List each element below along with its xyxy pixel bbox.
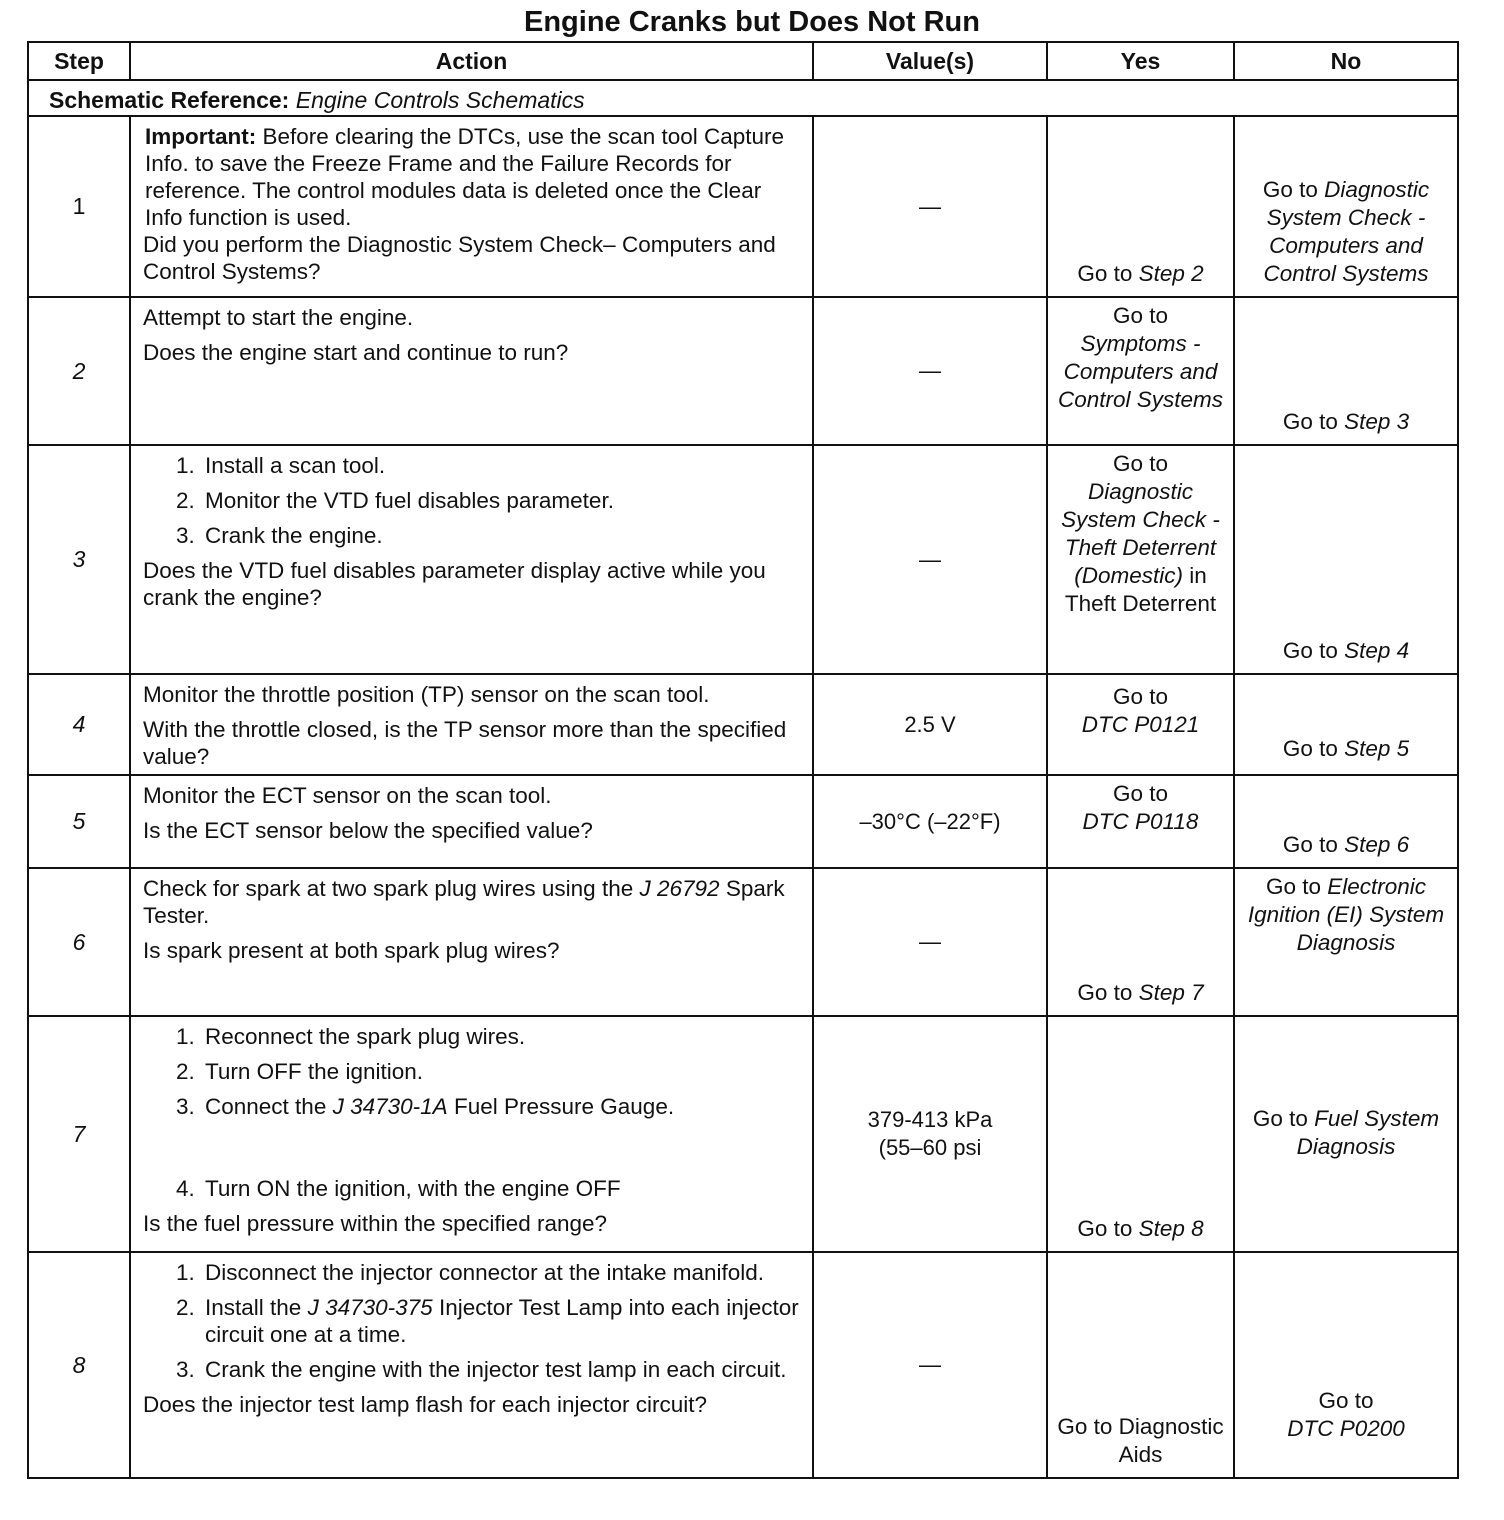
yes-link[interactable]: Go to Diagnostic Aids xyxy=(1057,1414,1224,1467)
list-item: 2. Turn OFF the ignition. xyxy=(201,1058,802,1085)
step-number: 1 xyxy=(28,116,130,297)
important-label: Important: xyxy=(145,124,257,149)
schematic-reference xyxy=(29,81,1457,115)
yes-cell: Go to Step 2 xyxy=(1047,116,1234,297)
table-row xyxy=(28,674,1458,775)
yes-link[interactable]: Step 8 xyxy=(1138,1216,1204,1241)
value-cell: 379-413 kPa (55–60 psi xyxy=(813,1016,1047,1252)
action-cell xyxy=(130,1252,813,1478)
table-row xyxy=(28,116,1458,297)
step-number: 2 xyxy=(28,297,130,445)
step-number: 3 xyxy=(28,445,130,674)
yes-cell: Go to Symptoms - Computers and Control Systems xyxy=(1047,297,1234,445)
list-item: 4. Turn ON the ignition, with the engine OFF xyxy=(201,1175,802,1202)
value-cell: — xyxy=(813,868,1047,1016)
header-no: No xyxy=(1234,42,1458,80)
no-cell: Go to Fuel System Diagnosis xyxy=(1234,1016,1458,1252)
no-link[interactable]: Electronic Ignition (EI) System Diagnosis xyxy=(1247,874,1445,955)
header-step: Step xyxy=(28,42,130,80)
step-number: 4 xyxy=(28,674,130,775)
page-title: Engine Cranks but Does Not Run xyxy=(524,6,980,38)
list-item: 3. Connect the J 34730-1A Fuel Pressure Gauge. xyxy=(201,1093,802,1120)
no-link[interactable]: Fuel System Diagnosis xyxy=(1296,1106,1440,1159)
action-cell xyxy=(130,775,813,868)
no-cell: Go to Diagnostic System Check - Computers and Control Systems xyxy=(1234,116,1458,297)
yes-link[interactable]: Diagnostic System Check - Theft Deterrent (Domestic) xyxy=(1061,479,1220,588)
yes-link[interactable]: DTC P0121 xyxy=(1081,712,1200,737)
step-number: 5 xyxy=(28,775,130,868)
step-question: With the throttle closed, is the TP sensor more than the specified value? xyxy=(143,717,787,769)
no-link[interactable]: Step 5 xyxy=(1344,736,1410,761)
list-item: 2. Monitor the VTD fuel disables parameter. xyxy=(201,487,802,514)
table-row xyxy=(28,297,1458,445)
list-item: 3. Crank the engine. xyxy=(201,522,802,549)
step-question: Is spark present at both spark plug wires? xyxy=(143,938,560,963)
yes-cell xyxy=(1047,1252,1234,1478)
table-row xyxy=(28,775,1458,868)
tool-number: J 26792 xyxy=(639,876,720,901)
list-item: 3. Crank the engine with the injector test lamp in each circuit. xyxy=(201,1356,802,1383)
value-cell: 2.5 V xyxy=(813,674,1047,775)
no-cell: Go to Step 5 xyxy=(1234,674,1458,775)
action-text: Monitor the throttle position (TP) sensor on the scan tool. xyxy=(143,682,710,707)
table-row xyxy=(28,868,1458,1016)
value-cell: — xyxy=(813,1252,1047,1478)
action-cell xyxy=(130,1016,813,1252)
action-list xyxy=(143,1259,802,1383)
schematic-link[interactable]: Engine Controls Schematics xyxy=(295,87,585,113)
table-row xyxy=(28,1016,1458,1252)
no-cell: Go to Step 4 xyxy=(1234,445,1458,674)
list-item: 1. Reconnect the spark plug wires. xyxy=(201,1023,802,1050)
step-number: 8 xyxy=(28,1252,130,1478)
action-cell xyxy=(130,297,813,445)
step-number: 6 xyxy=(28,868,130,1016)
header-row xyxy=(28,42,1458,80)
important-text: Before clearing the DTCs, use the scan tool Capture Info. to save the Freeze Frame and the Failure Records for reference. The control modules data is deleted once the Clear Info function is used. xyxy=(145,124,785,230)
schematic-label: Schematic Reference: xyxy=(49,87,290,113)
action-cell xyxy=(130,445,813,674)
header-action: Action xyxy=(130,42,813,80)
list-item: 1. Install a scan tool. xyxy=(201,452,802,479)
no-link[interactable]: Diagnostic System Check - Computers and Control Systems xyxy=(1263,177,1430,286)
no-cell: Go to Electronic Ignition (EI) System Diagnosis xyxy=(1234,868,1458,1016)
action-cell xyxy=(130,674,813,775)
yes-link[interactable]: DTC P0118 xyxy=(1082,809,1199,834)
tool-number: J 34730-375 xyxy=(307,1295,433,1320)
no-cell: Go to DTC P0200 xyxy=(1234,1252,1458,1478)
yes-cell: Go to DTC P0121 xyxy=(1047,674,1234,775)
diagnostic-table xyxy=(27,41,1459,1479)
header-yes: Yes xyxy=(1047,42,1234,80)
step-question: Does the engine start and continue to run? xyxy=(143,340,569,365)
list-item: 2. Install the J 34730-375 Injector Test Lamp into each injector circuit one at a time. xyxy=(201,1294,802,1348)
no-link[interactable]: Step 6 xyxy=(1344,832,1410,857)
no-cell: Go to Step 3 xyxy=(1234,297,1458,445)
step-question: Does the injector test lamp flash for each injector circuit? xyxy=(143,1392,708,1417)
tool-number: J 34730-1A xyxy=(332,1094,448,1119)
action-text: Attempt to start the engine. xyxy=(143,305,414,330)
no-link[interactable]: Step 3 xyxy=(1344,409,1410,434)
step-question: Does the VTD fuel disables parameter display active while you crank the engine? xyxy=(143,558,766,610)
no-cell: Go to Step 6 xyxy=(1234,775,1458,868)
yes-link[interactable]: Step 7 xyxy=(1138,980,1204,1005)
step-question: Is the fuel pressure within the specified range? xyxy=(143,1211,608,1236)
table-row xyxy=(28,445,1458,674)
yes-cell: Go to DTC P0118 xyxy=(1047,775,1234,868)
step-number: 7 xyxy=(28,1016,130,1252)
value-cell: — xyxy=(813,116,1047,297)
value-cell: –30°C (–22°F) xyxy=(813,775,1047,868)
yes-link[interactable]: Step 2 xyxy=(1138,261,1204,286)
action-cell xyxy=(130,116,813,297)
action-text: Check for spark at two spark plug wires using the xyxy=(143,876,634,901)
value-cell: — xyxy=(813,445,1047,674)
yes-cell: Go to Step 7 xyxy=(1047,868,1234,1016)
step-question: Did you perform the Diagnostic System Check– Computers and Control Systems? xyxy=(143,232,776,284)
value-cell: — xyxy=(813,297,1047,445)
action-list xyxy=(143,452,802,549)
yes-cell: Go to Step 8 xyxy=(1047,1016,1234,1252)
yes-cell: Go to Diagnostic System Check - Theft Deterrent (Domestic) in Theft Deterrent xyxy=(1047,445,1234,674)
schematic-row xyxy=(28,80,1458,116)
table-row xyxy=(28,1252,1458,1478)
no-link[interactable]: DTC P0200 xyxy=(1287,1416,1405,1441)
no-link[interactable]: Step 4 xyxy=(1344,638,1410,663)
action-cell: Check for spark at two spark plug wires using the J 26792 Spark Tester. Is spark present at both spark plug wires? xyxy=(130,868,813,1016)
yes-link[interactable]: Symptoms - Computers and Control Systems xyxy=(1057,331,1224,412)
action-list xyxy=(143,1023,802,1202)
step-question: Is the ECT sensor below the specified value? xyxy=(143,818,593,843)
header-values: Value(s) xyxy=(813,42,1047,80)
action-text: Monitor the ECT sensor on the scan tool. xyxy=(143,783,552,808)
list-item: 1. Disconnect the injector connector at the intake manifold. xyxy=(201,1259,802,1286)
